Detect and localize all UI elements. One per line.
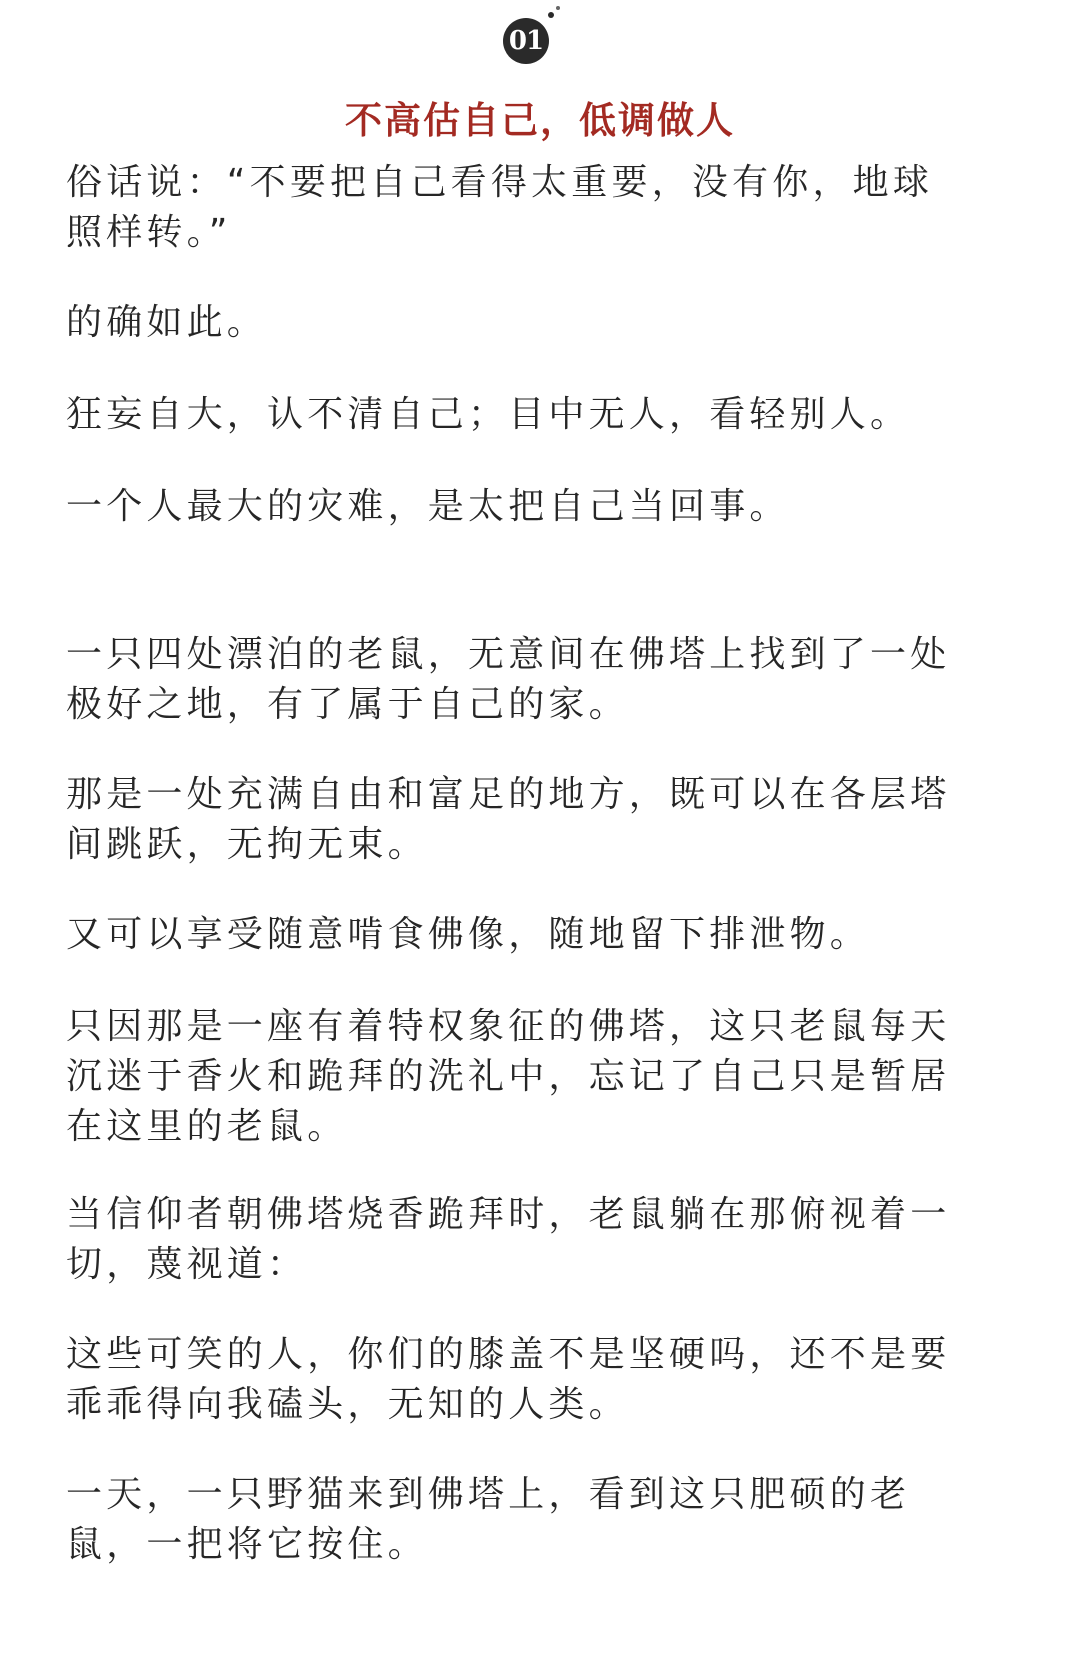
badge-decoration-dot-small	[556, 6, 560, 10]
paragraph: 一个人最大的灾难，是太把自己当回事。	[66, 486, 790, 527]
paragraph: 只因那是一座有着特权象征的佛塔，这只老鼠每天 沉迷于香火和跪拜的洗礼中，忘记了自己只是暂居 在这里的老鼠。	[66, 1006, 951, 1147]
badge-decoration-dot	[548, 12, 554, 18]
paragraph: 又可以享受随意啃食佛像，随地留下排泄物。	[66, 914, 871, 955]
paragraph: 狂妄自大，认不清自己；目中无人，看轻别人。	[66, 394, 911, 435]
section-number-badge: 01	[503, 18, 549, 64]
paragraph: 一天，一只野猫来到佛塔上，看到这只肥硕的老 鼠，一把将它按住。	[66, 1474, 911, 1565]
paragraph: 那是一处充满自由和富足的地方，既可以在各层塔 间跳跃，无拘无束。	[66, 774, 951, 865]
paragraph: 当信仰者朝佛塔烧香跪拜时，老鼠躺在那俯视着一 切，蔑视道：	[66, 1194, 951, 1285]
paragraph: 的确如此。	[66, 302, 268, 343]
section-title: 不高估自己，低调做人	[345, 98, 735, 142]
paragraph: 俗话说：“不要把自己看得太重要，没有你，地球 照样转。”	[66, 162, 934, 253]
paragraph: 一只四处漂泊的老鼠，无意间在佛塔上找到了一处 极好之地，有了属于自己的家。	[66, 634, 951, 725]
paragraph: 这些可笑的人，你们的膝盖不是坚硬吗，还不是要 乖乖得向我磕头，无知的人类。	[66, 1334, 951, 1425]
